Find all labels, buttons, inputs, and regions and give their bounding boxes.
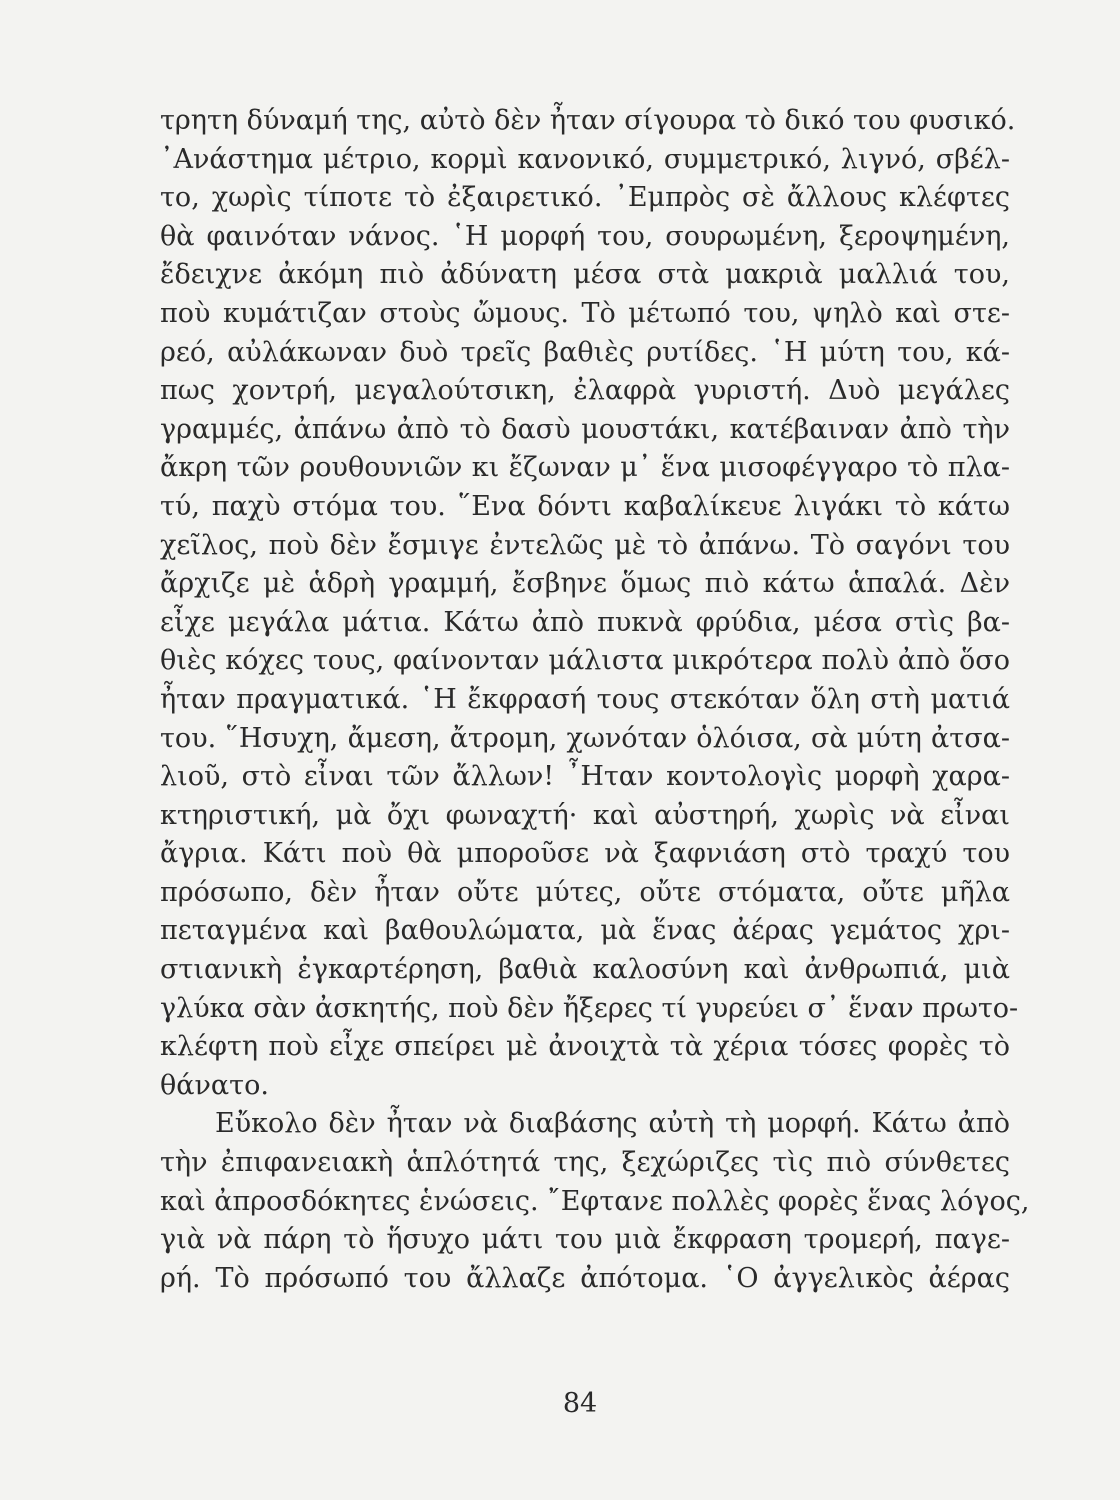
text-line: ποὺ κυμάτιζαν στοὺς ὤμους. Τὸ μέτωπό του, ψηλὸ καὶ στε- [160, 297, 1010, 329]
text-line: τρητη δύναμή της, αὐτὸ δὲν ἦταν σίγουρα τὸ δικό του φυσικό. [160, 105, 1016, 136]
text-line: ἄγρια. Κάτι ποὺ θὰ μποροῦσε νὰ ξαφνιάση στὸ τραχύ του [160, 838, 1010, 870]
text-line: κτηριστική, μὰ ὄχι φωναχτή· καὶ αὐστηρή, χωρὶς νὰ εἶναι [160, 799, 1010, 831]
paragraph-start-line: Εὔκολο δὲν ἦταν νὰ διαβάσης αὐτὴ τὴ μορφή. Κάτω ἀπὸ [215, 1108, 1010, 1140]
paragraph-end-line: θάνατο. [160, 1069, 269, 1101]
text-line: του. ῞Ησυχη, ἄμεση, ἄτρομη, χωνόταν ὁλόισα, σὰ μύτη ἀτσα- [160, 722, 1010, 754]
text-line: ἦταν πραγματικά. ῾Η ἔκφρασή τους στεκόταν ὅλη στὴ ματιά [160, 683, 1010, 715]
text-line: γλύκα σὰν ἀσκητής, ποὺ δὲν ἤξερες τί γυρεύει σ᾿ ἕναν πρωτο- [160, 992, 1019, 1024]
text-line: τύ, παχὺ στόμα του. ῞Ενα δόντι καβαλίκευε λιγάκι τὸ κάτω [160, 490, 1010, 522]
text-line: ρεό, αὐλάκωναν δυὸ τρεῖς βαθιὲς ρυτίδες. ῾Η μύτη του, κά- [160, 336, 1010, 368]
text-line: γραμμές, ἀπάνω ἀπὸ τὸ δασὺ μουστάκι, κατέβαιναν ἀπὸ τὴν [160, 413, 1010, 445]
text-line: πεταγμένα καὶ βαθουλώματα, μὰ ἕνας ἀέρας γεμάτος χρι- [160, 915, 1010, 947]
text-line: ρή. Τὸ πρόσωπό του ἄλλαζε ἀπότομα. ῾Ο ἀγγελικὸς ἀέρας [160, 1262, 1010, 1294]
text-line: ἄκρη τῶν ρουθουνιῶν κι ἔζωναν μ᾿ ἕνα μισοφέγγαρο τὸ πλα- [160, 452, 1010, 484]
body-text [160, 102, 1030, 1298]
text-line: καὶ ἀπροσδόκητες ἑνώσεις. ῎Εφτανε πολλὲς φορὲς ἕνας λόγος, [160, 1185, 1030, 1217]
text-line: κλέφτη ποὺ εἶχε σπείρει μὲ ἀνοιχτὰ τὰ χέρια τόσες φορὲς τὸ [160, 1031, 1010, 1063]
text-line: ἔδειχνε ἀκόμη πιὸ ἀδύνατη μέσα στὰ μακριὰ μαλλιά του, [160, 259, 1010, 291]
text-line: λιοῦ, στὸ εἶναι τῶν ἄλλων! ῏Ηταν κοντολογὶς μορφὴ χαρα- [160, 761, 1010, 793]
text-line: χεῖλος, ποὺ δὲν ἔσμιγε ἐντελῶς μὲ τὸ ἀπάνω. Τὸ σαγόνι του [160, 529, 1010, 561]
text-line: το, χωρὶς τίποτε τὸ ἐξαιρετικό. ᾿Εμπρὸς σὲ ἄλλους κλέφτες [160, 182, 1010, 214]
text-line: θιὲς κόχες τους, φαίνονταν μάλιστα μικρότερα πολὺ ἀπὸ ὅσο [160, 645, 1010, 677]
text-line: ᾿Ανάστημα μέτριο, κορμὶ κανονικό, συμμετρικό, λιγνό, σβέλ- [160, 143, 1010, 175]
text-line: γιὰ νὰ πάρη τὸ ἥσυχο μάτι του μιὰ ἔκφραση τρομερή, παγε- [160, 1224, 1010, 1256]
text-line: τὴν ἐπιφανειακὴ ἁπλότητά της, ξεχώριζες τὶς πιὸ σύνθετες [160, 1147, 1010, 1179]
text-line: πως χοντρή, μεγαλούτσικη, ἐλαφρὰ γυριστή. Δυὸ μεγάλες [160, 375, 1010, 407]
page-number: 84 [562, 1388, 598, 1419]
text-line: πρόσωπο, δὲν ἦταν οὔτε μύτες, οὔτε στόματα, οὔτε μῆλα [160, 876, 1010, 908]
text-line: εἶχε μεγάλα μάτια. Κάτω ἀπὸ πυκνὰ φρύδια, μέσα στὶς βα- [160, 606, 1010, 638]
text-line: ἄρχιζε μὲ ἁδρὴ γραμμή, ἔσβηνε ὅμως πιὸ κάτω ἁπαλά. Δὲν [160, 568, 1010, 600]
text-line: θὰ φαινόταν νάνος. ῾Η μορφή του, σουρωμένη, ξεροψημένη, [160, 220, 1010, 252]
text-line: στιανικὴ ἐγκαρτέρηση, βαθιὰ καλοσύνη καὶ ἀνθρωπιά, μιὰ [160, 954, 1010, 986]
